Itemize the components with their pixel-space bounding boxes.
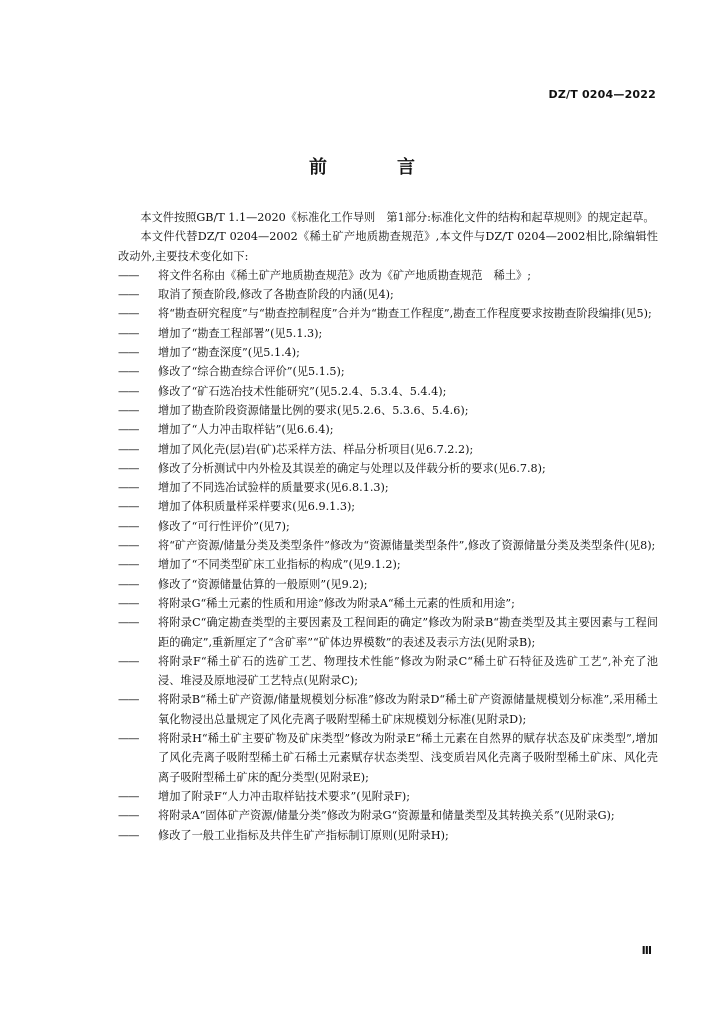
list-item-text: 增加了“人力冲击取样钻”(见6.6.4); (158, 423, 334, 437)
list-dash: —— (118, 693, 139, 707)
change-list-item (118, 478, 658, 497)
list-item-text: 取消了预查阶段,修改了各勘查阶段的内涵(见4); (158, 288, 394, 302)
intro-paragraph: 本文件按照GB/T 1.1—2020《标准化工作导则 第1部分:标准化文件的结构和起草规则》的规定起草。 (140, 211, 655, 224)
list-item-text: 将附录F“稀土矿石的选矿工艺、物理技术性能”修改为附录C“稀土矿石特征及选矿工艺”,补充了池浸、堆浸及原地浸矿工艺特点(见附录C); (158, 654, 658, 688)
list-item-text: 增加了“不同类型矿床工业指标的构成”(见9.1.2); (158, 558, 401, 572)
list-item-text: 增加了“勘查深度”(见5.1.4); (158, 346, 300, 360)
change-list-item (118, 324, 658, 343)
change-list-item (118, 806, 658, 825)
change-list-item (118, 555, 658, 574)
list-dash: —— (118, 809, 139, 823)
list-dash: —— (118, 326, 139, 340)
change-list-item (118, 517, 658, 536)
change-list-item (118, 401, 658, 420)
change-list-item (118, 304, 658, 323)
list-item-text: 修改了“矿石选冶技术性能研究”(见5.2.4、5.3.4、5.4.4); (158, 384, 447, 398)
list-dash: —— (118, 288, 139, 302)
change-list-item (118, 729, 658, 787)
list-dash: —— (118, 539, 139, 553)
list-item-text: 增加了勘查阶段资源储量比例的要求(见5.2.6、5.3.6、5.4.6); (158, 403, 469, 417)
list-dash: —— (118, 519, 139, 533)
list-item-text: 修改了“可行性评价”(见7); (158, 519, 290, 533)
list-dash: —— (118, 732, 139, 746)
list-dash: —— (118, 442, 139, 456)
list-dash: —— (118, 577, 139, 591)
list-dash: —— (118, 346, 139, 360)
list-item-text: 增加了体积质量样采样要求(见6.9.1.3); (158, 500, 356, 514)
list-item-text: 将附录H“稀土矿主要矿物及矿床类型”修改为附录E“稀土元素在自然界的赋存状态及矿床类型”,增加了风化壳离子吸附型稀土矿石稀土元素赋存状态类型、浅变质岩风化壳离子吸附型稀土矿床、风化壳离子吸附型稀土矿床的配分类型(见附录E); (158, 732, 658, 784)
list-item-text: 增加了“勘查工程部署”(见5.1.3); (158, 326, 323, 340)
change-list-item (118, 594, 658, 613)
list-dash: —— (118, 558, 139, 572)
list-item-text: 增加了附录F“人力冲击取样钻技术要求”(见附录F); (158, 789, 411, 803)
replacement-paragraph: 本文件代替DZ/T 0204—2002《稀土矿产地质勘查规范》,本文件与DZ/T 0204—2002相比,除编辑性改动外,主要技术变化如下: (118, 230, 658, 263)
list-item-text: 修改了分析测试中内外检及其误差的确定与处理以及伴载分析的要求(见6.7.8); (158, 461, 546, 475)
change-list-item (118, 285, 658, 304)
list-dash: —— (118, 828, 139, 842)
change-list (118, 266, 658, 845)
change-list-item (118, 826, 658, 845)
list-item-text: 将附录A“固体矿产资源/储量分类”修改为附录G“资源量和储量类型及其转换关系”(见附录G); (158, 809, 615, 823)
page-title: 前 言 (309, 157, 441, 178)
list-dash: —— (118, 423, 139, 437)
change-list-item (118, 787, 658, 806)
list-item-text: 将附录C“确定勘查类型的主要因素及工程间距的确定”修改为附录B“勘查类型及其主要因素与工程间距的确定”,重新厘定了“含矿率”“矿体边界模数”的表述及表示方法(见附录B); (158, 616, 658, 649)
change-list-item (118, 536, 658, 555)
change-list-item (118, 382, 658, 401)
change-list-item (118, 343, 658, 362)
list-dash: —— (118, 616, 139, 630)
list-dash: —— (118, 403, 139, 417)
change-list-item (118, 459, 658, 478)
list-dash: —— (118, 268, 139, 282)
change-list-item (118, 575, 658, 594)
change-list-item (118, 652, 658, 691)
list-dash: —— (118, 789, 139, 803)
list-dash: —— (118, 481, 139, 495)
list-item-text: 将文件名称由《稀土矿产地质勘查规范》改为《矿产地质勘查规范 稀土》; (158, 268, 531, 282)
list-dash: —— (118, 654, 139, 668)
change-list-item (118, 440, 658, 459)
change-list-item (118, 497, 658, 516)
list-dash: —— (118, 500, 139, 514)
list-dash: —— (118, 384, 139, 398)
list-item-text: 将附录G“稀土元素的性质和用途”修改为附录A“稀土元素的性质和用途”; (158, 596, 515, 610)
list-dash: —— (118, 365, 139, 379)
list-item-text: 修改了一般工业指标及共伴生矿产指标制订原则(见附录H); (158, 828, 449, 842)
list-item-text: 增加了风化壳(层)岩(矿)芯采样方法、样品分析项目(见6.7.2.2); (158, 442, 474, 456)
change-list-item (118, 690, 658, 729)
change-list-item (118, 362, 658, 381)
list-item-text: 修改了“资源储量估算的一般原则”(见9.2); (158, 577, 368, 591)
list-item-text: 修改了“综合勘查综合评价”(见5.1.5); (158, 365, 345, 379)
standard-code: DZ/T 0204—2022 (548, 88, 656, 101)
list-dash: —— (118, 461, 139, 475)
page-number: Ⅲ (641, 944, 652, 957)
list-dash: —— (118, 596, 139, 610)
document-body (118, 208, 658, 845)
list-item-text: 将附录B“稀土矿产资源/储量规模划分标准”修改为附录D“稀土矿产资源储量规模划分标准”,采用稀土氧化物浸出总量规定了风化壳离子吸附型稀土矿床规模划分标准(见附录D); (158, 693, 658, 726)
list-item-text: 将“矿产资源/储量分类及类型条件”修改为“资源储量类型条件”,修改了资源储量分类及类型条件(见8); (158, 539, 656, 553)
change-list-item (118, 266, 658, 285)
change-list-item (118, 420, 658, 439)
list-item-text: 增加了不同选冶试验样的质量要求(见6.8.1.3); (158, 481, 389, 495)
change-list-item (118, 613, 658, 652)
list-item-text: 将“勘查研究程度”与“勘查控制程度”合并为“勘查工作程度”,勘查工作程度要求按勘查阶段编排(见5); (158, 307, 652, 321)
list-dash: —— (118, 307, 139, 321)
